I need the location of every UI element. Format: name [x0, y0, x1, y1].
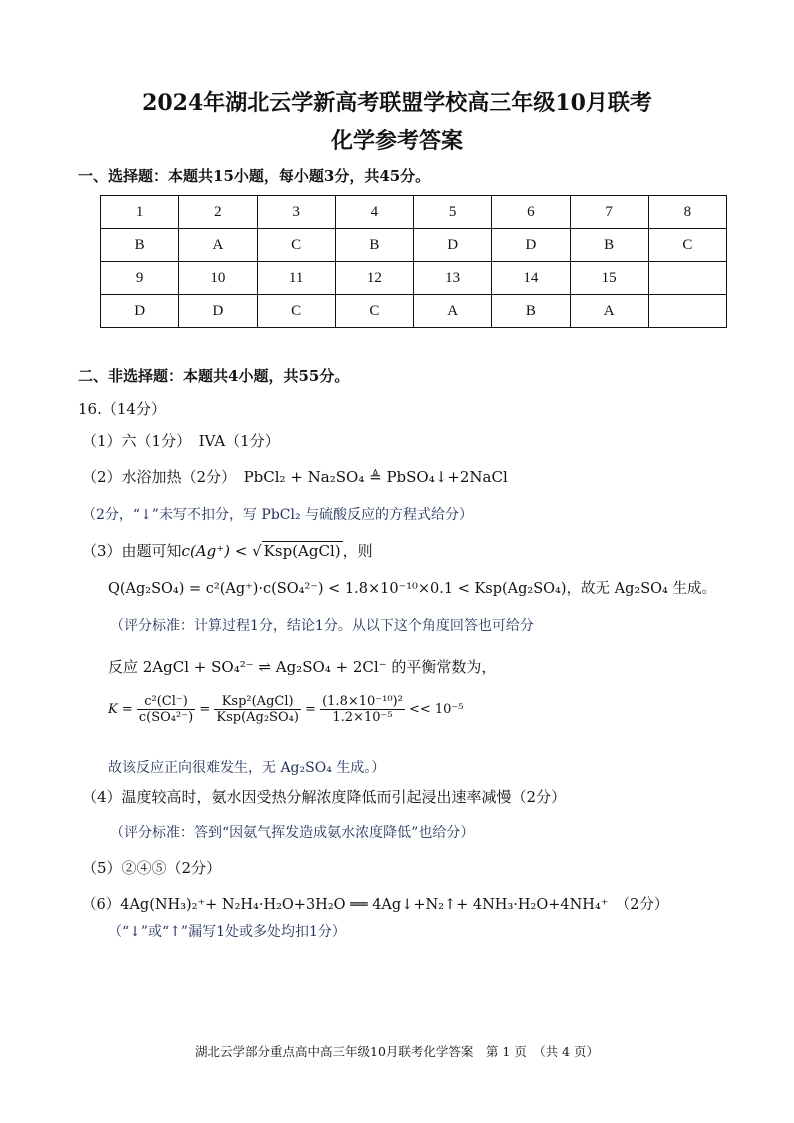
- table-cell: C: [648, 229, 726, 262]
- answer-table: [100, 195, 727, 328]
- table-cell: 14: [492, 262, 570, 295]
- q16-part5: （5）②④⑤（2分）: [82, 859, 222, 877]
- p3-post: ，则: [342, 542, 373, 560]
- table-cell: 12: [335, 262, 413, 295]
- q16-part3-note: （评分标准：计算过程1分，结论1分。从以下这个角度回答也可给分: [110, 618, 534, 634]
- table-cell: D: [414, 229, 492, 262]
- section1-heading: 一、选择题：本题共15小题，每小题3分，共45分。: [78, 167, 431, 185]
- table-row: [101, 295, 727, 328]
- section2-heading: 二、非选择题：本题共4小题，共55分。: [78, 367, 350, 385]
- table-cell: A: [179, 229, 257, 262]
- k-tail: << 10⁻⁵: [408, 702, 464, 717]
- table-cell: 9: [101, 262, 179, 295]
- table-cell: 4: [335, 196, 413, 229]
- table-row: [101, 262, 727, 295]
- table-cell: [648, 262, 726, 295]
- k-frac1: $\frac{\text{c²(Cl⁻)}}{\text{c(SO₄²⁻)}}$: [138, 694, 194, 725]
- table-cell: C: [257, 229, 335, 262]
- q16-part3-reaction: 反应 2AgCl + SO₄²⁻ ⇌ Ag₂SO₄ + 2Cl⁻ 的平衡常数为，: [108, 658, 497, 676]
- q16-part3-intro: （3）由题可知c(Ag⁺) < √ Ksp(AgCl) ，则: [82, 542, 373, 560]
- page-subtitle: 化学参考答案: [330, 128, 463, 154]
- table-cell: 3: [257, 196, 335, 229]
- table-cell: 15: [570, 262, 648, 295]
- table-cell: 11: [257, 262, 335, 295]
- k-frac2: $\frac{\text{Ksp²(AgCl)}}{\text{Ksp(Ag₂SO₄)}}$: [216, 694, 299, 725]
- q16-part4: （4）温度较高时，氨水因受热分解浓度降低而引起浸出速率减慢（2分）: [82, 788, 567, 806]
- table-cell: A: [570, 295, 648, 328]
- page-title: 2024年湖北云学新高考联盟学校高三年级10月联考: [142, 90, 652, 116]
- table-cell: 10: [179, 262, 257, 295]
- p3-expr: c(Ag⁺) <: [181, 542, 248, 560]
- table-cell: [648, 295, 726, 328]
- q16-part6-note: （“↓”或“↑”漏写1处或多处均扣1分）: [108, 924, 346, 940]
- q16-part1: （1）六（1分） IVA（1分）: [82, 432, 280, 450]
- q16-part3-q: Q(Ag₂SO₄) = c²(Ag⁺)·c(SO₄²⁻) < 1.8×10⁻¹⁰×0.1 < Ksp(Ag₂SO₄)，故无 Ag₂SO₄ 生成。: [108, 581, 716, 597]
- q16-part3-k-expression: K = $\frac{\text{c²(Cl⁻)}}{\text{c(SO₄²⁻)}}$ = $\frac{\text{Ksp²(AgCl)}}{\text{Ksp(Ag₂SO₄)}}$ = $\frac{\text{(1.8×10⁻¹⁰)²}}{\text{1.2×10⁻⁵}}$ << 10⁻⁵: [108, 694, 464, 725]
- q16-part6: （6）4Ag(NH₃)₂⁺+ N₂H₄·H₂O+3H₂O ══ 4Ag↓+N₂↑+ 4NH₃·H₂O+4NH₄⁺ （2分）: [82, 897, 669, 913]
- table-cell: B: [492, 295, 570, 328]
- table-cell: 5: [414, 196, 492, 229]
- q16-part4-note: （评分标准：答到“因氨气挥发造成氨水浓度降低”也给分）: [110, 825, 475, 841]
- p3-sqrt: Ksp(AgCl): [263, 542, 341, 560]
- table-cell: B: [570, 229, 648, 262]
- table-cell: B: [101, 229, 179, 262]
- page-footer: 湖北云学部分重点高中高三年级10月联考化学答案 第 1 页 （共 4 页）: [195, 1044, 599, 1059]
- table-cell: 6: [492, 196, 570, 229]
- table-cell: A: [414, 295, 492, 328]
- table-cell: 8: [648, 196, 726, 229]
- k-lhs: K =: [108, 702, 133, 717]
- table-cell: C: [335, 295, 413, 328]
- table-row: [101, 229, 727, 262]
- table-cell: B: [335, 229, 413, 262]
- q16-part2-note: （2分，“↓”未写不扣分，写 PbCl₂ 与硫酸反应的方程式给分）: [82, 507, 474, 523]
- q16-part3-end: 故该反应正向很难发生，无 Ag₂SO₄ 生成。）: [108, 760, 386, 776]
- table-cell: C: [257, 295, 335, 328]
- q16-header: 16.（14分）: [78, 400, 166, 418]
- p3-pre: （3）由题可知: [82, 542, 182, 560]
- table-cell: D: [179, 295, 257, 328]
- table-cell: 2: [179, 196, 257, 229]
- table-cell: 13: [414, 262, 492, 295]
- table-cell: D: [101, 295, 179, 328]
- table-row: [101, 196, 727, 229]
- table-cell: 7: [570, 196, 648, 229]
- table-cell: 1: [101, 196, 179, 229]
- table-cell: D: [492, 229, 570, 262]
- q16-part2: （2）水浴加热（2分） PbCl₂ + Na₂SO₄ ≜ PbSO₄↓+2NaCl: [82, 468, 508, 486]
- k-frac3: $\frac{\text{(1.8×10⁻¹⁰)²}}{\text{1.2×10⁻⁵}}$: [322, 694, 403, 725]
